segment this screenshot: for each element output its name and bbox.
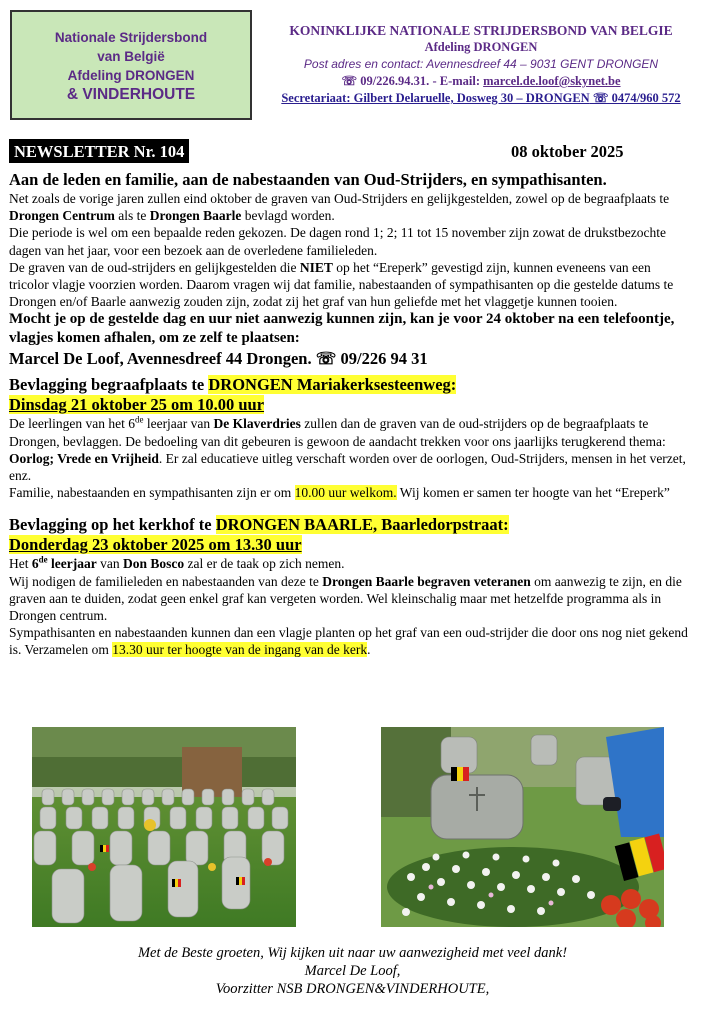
secretariat-phone: ☏ 0474/960 572 <box>589 91 681 105</box>
phone: ☏ 09/226.94.31. <box>341 74 430 88</box>
closing-signature <box>0 944 705 998</box>
org-name: KONINKLIJKE NATIONALE STRIJDERSBOND VAN BELGIE <box>289 23 673 38</box>
intro-paragraph-2: Die periode is wel om een bepaalde reden gekozen. De dagen rond 1; 2; 11 tot 15 november zijn zowat de drukstbezochte dagen van het jaar, voor een bezoek aan de overledene familieleden. <box>9 225 667 258</box>
email-link[interactable]: marcel.de.loof@skynet.be <box>483 74 621 88</box>
newsletter-badge: NEWSLETTER Nr. 104 <box>9 139 189 163</box>
section2-date: Donderdag 23 oktober 2025 om 13.30 uur <box>9 535 302 555</box>
section1-title: Bevlagging begraafplaats te DRONGEN Mariakerksesteenweg: <box>9 375 457 395</box>
closing-greeting: Met de Beste groeten, Wij kijken uit naar uw aanwezigheid met veel dank! <box>137 945 568 961</box>
section2-paragraph-1: Het 6de leerjaar van Don Bosco zal er de taak op zich nemen. <box>9 554 345 572</box>
closing-name: Marcel De Loof, <box>304 963 401 979</box>
afdeling: Afdeling DRONGEN <box>424 40 538 54</box>
section2-paragraph-2: Wij nodigen de familieleden en nabestaanden van deze te Drongen Baarle begraven veteranen om aanwezig te zijn, en die graven aan te duiden, zodat geen enkel graf kan vergeten worden. Wel kleinschalig maar met hetzelfde programma als in Drongen centrum. <box>9 573 682 624</box>
logo-line-2: van België <box>97 49 165 64</box>
newsletter-body <box>9 170 689 659</box>
section2-title: Bevlagging op het kerkhof te DRONGEN BAARLE, Baarledorpstraat: <box>9 515 509 535</box>
logo-line-1: Nationale Strijdersbond <box>54 30 208 45</box>
section2-paragraph-3: Sympathisanten en nabestaanden kunnen dan een vlagje planten op het graf van een oud-strijder die door ons nog niet gekend is. Verzamelen om 13.30 uur ter hoogte van de ingang van de kerk. <box>9 625 688 658</box>
cemetery-photo-rows <box>32 727 296 927</box>
newsletter-date: 08 oktober 2025 <box>511 142 624 161</box>
phone-email-line <box>266 73 696 90</box>
intro-paragraph-1: Net zoals de vorige jaren zullen eind oktober de graven van Oud-Strijders en gelijkgestelden, zowel op de begraafplaats te Drongen Centrum als te Drongen Baarle bevlagd worden. <box>9 191 670 224</box>
section1-paragraph-1: De leerlingen van het 6de leerjaar van De Klaverdries zullen dan de graven van de oud-strijders op de begraafplaats te Drongen, bevlaggen. De bedoeling van dit gebeuren is gewoon de aandacht trekken voor ons jaarlijks terugkerend thema: Oorlog; Vrede en Vrijheid. Er zal educatieve uitleg verschaft worden over de oorlogen, Oud-Strijders, mensen in het verzet, enz. <box>9 414 686 484</box>
header-contact <box>266 22 696 107</box>
email-label: - E-mail: <box>429 74 484 88</box>
cemetery-photo-grave-flowers <box>381 727 664 927</box>
post-address: Post adres en contact: Avennesdreef 44 – 9031 GENT DRONGEN <box>303 57 659 71</box>
intro-paragraph-3: De graven van de oud-strijders en gelijkgestelden die NIET op het “Ereperk” gevestigd zijn, kunnen eveneens van een tricolor vlagje voorzien worden. Daarom vragen wij dat familie, nabestaanden of sympathisanten op die gestelde datums te Drongen en/of Baarle aanwezig zouden zijn, zodat zij het graf van hun geliefde met het vlaggetje kunnen tooien. <box>9 259 674 310</box>
section1-paragraph-2: Familie, nabestaanden en sympathisanten zijn er om 10.00 uur welkom. Wij komen er samen ter hoogte van het “Ereperk” <box>9 485 670 501</box>
secretariat <box>266 90 696 107</box>
closing-role: Voorzitter NSB DRONGEN&VINDERHOUTE, <box>215 981 490 997</box>
logo-box <box>10 10 252 120</box>
intro-pickup-notice: Mocht je op de gestelde dag en uur niet aanwezig kunnen zijn, kan je voor 24 oktober na een telefoontje, vlagjes komen afhalen, om ze zelf te plaatsen: <box>9 311 675 346</box>
contact-line: Marcel De Loof, Avennesdreef 44 Drongen. ☏ 09/226 94 31 <box>9 349 428 369</box>
logo-line-4: & VINDERHOUTE <box>66 86 196 103</box>
logo-line-3: Afdeling DRONGEN <box>67 68 195 83</box>
intro-heading: Aan de leden en familie, aan de nabestaanden van Oud-Strijders, en sympathisanten. <box>9 170 607 189</box>
secretariat-text: Secretariaat: Gilbert Delaruelle, Dosweg 30 – DRONGEN <box>281 91 590 105</box>
section1-date: Dinsdag 21 oktober 25 om 10.00 uur <box>9 395 265 415</box>
